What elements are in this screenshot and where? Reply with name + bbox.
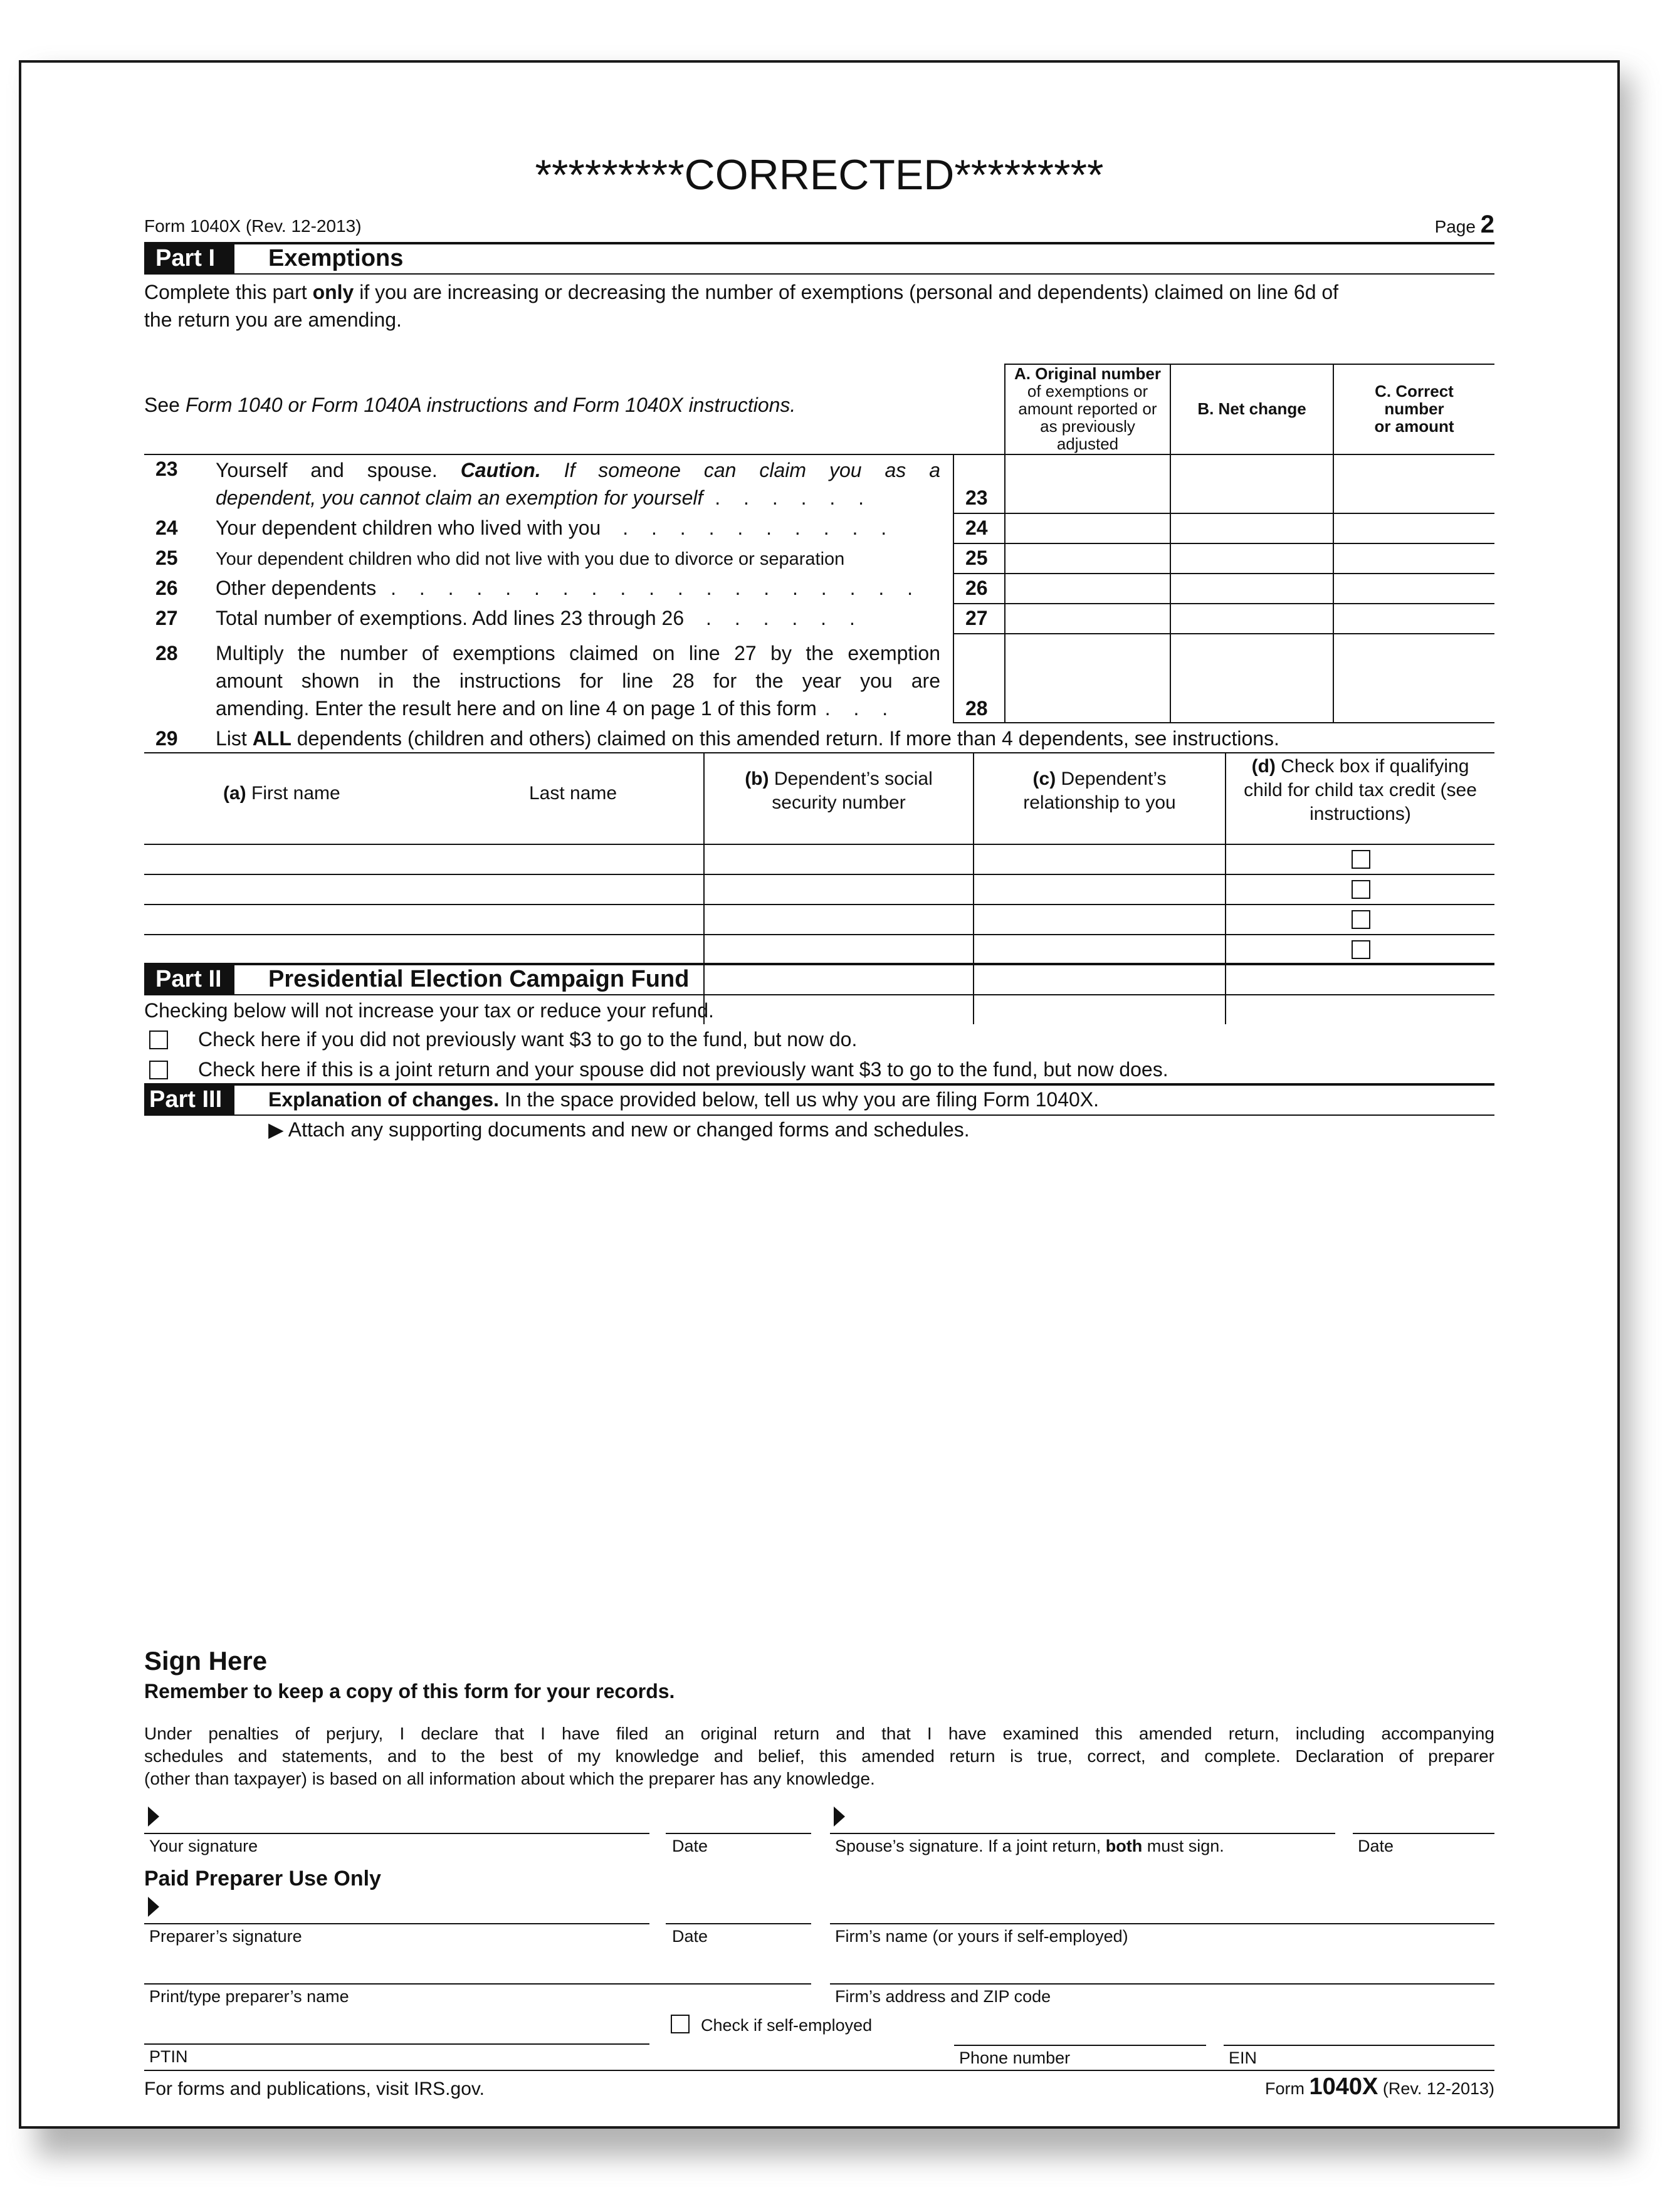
line28-dots: . . . [824,697,897,720]
col-c-h1: C. Correct [1375,382,1454,401]
line23-col-a[interactable] [1005,455,1170,513]
firm-address-label: Firm’s address and ZIP code [835,1987,1051,2006]
see-text: See [144,394,186,416]
line25-col-a[interactable] [1005,544,1170,573]
campaign-fund-checkbox-1[interactable] [149,1030,168,1049]
col-c-header [1334,382,1494,435]
footer-form-num: 1040X [1309,2074,1378,2100]
line29-text [216,725,1279,752]
spouse-signature-label [835,1837,1224,1856]
dep-ssn-c: security number [772,792,906,813]
line23-num: 23 [155,458,178,480]
ein-line [1224,2045,1494,2046]
line25-num: 25 [155,547,178,569]
line29-num: 29 [155,727,178,750]
dep-first-b: First name [246,783,340,804]
firm-address-line [830,1983,1494,1985]
dep-chk-c: child for child tax credit (see [1244,780,1477,800]
page-num: 2 [1480,211,1494,238]
preparer-date-field[interactable] [666,1892,811,1923]
dep-first-a: (a) [223,783,246,804]
dep-row2-checkbox[interactable] [1352,880,1370,899]
line26-num: 26 [155,577,178,599]
preparer-signature-label: Preparer’s signature [149,1927,302,1946]
firm-name-line [830,1923,1494,1924]
spouse-signature-field[interactable] [830,1800,1335,1833]
spouse-date-line [1353,1833,1494,1834]
dep-rel-a: (c) [1032,768,1056,789]
dep-row2-name[interactable] [144,875,703,904]
dep-chk-b: Check box if qualifying [1275,756,1469,777]
line26-col-a[interactable] [1005,574,1170,603]
line26-col-c[interactable] [1334,574,1494,603]
line28-box: 28 [965,697,988,720]
line28-num: 28 [155,642,178,664]
line29-a: List [216,727,253,750]
line23-text2-i: dependent, you cannot claim an exemption for yourself [216,486,703,509]
dep-chk-a: (d) [1251,756,1276,777]
footer-form: Form [1265,2079,1310,2098]
print-name-label: Print/type preparer’s name [149,1987,349,2006]
your-signature-field[interactable] [144,1800,649,1833]
part2-title: Presidential Election Campaign Fund [268,966,690,992]
intro-text: Complete this part [144,281,313,303]
line23-col-b[interactable] [1171,455,1333,513]
box-num-left [953,454,954,722]
line24-label: Your dependent children who lived with you [216,517,601,539]
dep-last-name-header: Last name [529,783,617,804]
campaign-fund-checkbox-2[interactable] [149,1061,168,1079]
dep-row1-checkbox[interactable] [1352,850,1370,869]
penalty-line2: schedules and statements, and to the best of my knowledge and belief, this amended return is true, correct, and complete. Declaration of preparer [144,1746,1494,1766]
part1-title-rule [144,273,1494,275]
line23-text1a: Yourself and spouse. [216,459,461,481]
preparer-signature-field[interactable] [144,1892,649,1923]
line23-col-c[interactable] [1334,455,1494,513]
paid-preparer-title: Paid Preparer Use Only [144,1867,381,1890]
ein-label: EIN [1229,2048,1257,2067]
line24-col-b[interactable] [1171,514,1333,543]
page-number [1435,211,1494,239]
your-date-label: Date [672,1837,708,1855]
line23-text1c: If someone can claim you as a [540,459,940,481]
col-a-h2: of exemptions or [1027,382,1148,401]
line28-col-a[interactable] [1005,634,1170,722]
line27-col-c[interactable] [1334,604,1494,633]
intro-text-rest: if you are increasing or decreasing the number of exemptions (personal and dependents) claimed on line 6d of [354,281,1339,303]
line27-box: 27 [965,607,988,629]
col-c-h3: or amount [1374,417,1454,436]
dep-table-top-rule [144,752,1494,753]
sign-reminder: Remember to keep a copy of this form for your records. [144,1680,675,1702]
line27-col-a[interactable] [1005,604,1170,633]
line27-label: Total number of exemptions. Add lines 23 through 26 [216,607,685,629]
part2-option1: Check here if you did not previously want $3 to go to the fund, but now do. [198,1028,858,1051]
part3-tag: Part III [144,1084,234,1114]
part2-title-rule [144,994,1494,995]
dep-row2-rel[interactable] [974,875,1225,904]
line26-label: Other dependents [216,577,377,599]
ptin-field[interactable] [144,2013,649,2043]
dep-row1-rel[interactable] [974,845,1225,874]
line28-col-b[interactable] [1171,634,1333,722]
line28-text3 [216,695,896,722]
spouse-c: must sign. [1142,1837,1224,1855]
dep-row4-name[interactable] [144,935,703,964]
line27-num: 27 [155,607,178,629]
footer-right [1265,2074,1494,2100]
spouse-date-field[interactable] [1353,1800,1494,1833]
form-page [19,60,1620,2129]
part2-option2: Check here if this is a joint return and your spouse did not previously want $3 to go to the fund, but now does. [198,1058,1168,1081]
self-employed-label: Check if self-employed [701,2016,873,2035]
dep-rel-c: relationship to you [1023,792,1176,813]
line24-dots: . . . . . . . . . . [622,517,896,539]
dep-row4-rel[interactable] [974,935,1225,964]
col-a-h5: adjusted [1056,434,1119,453]
firm-address-field[interactable] [830,1953,1494,1983]
spouse-both: both [1105,1837,1143,1855]
line25-col-b[interactable] [1171,544,1333,573]
part3-title [268,1086,1099,1113]
line24-col-a[interactable] [1005,514,1170,543]
col-a-h1: A. Original number [1014,364,1162,383]
dep-ssn-a: (b) [745,768,769,789]
form-content [144,63,1494,2126]
dep-qualify-header [1226,755,1494,826]
print-name-field[interactable] [144,1953,811,1983]
line28-text2: amount shown in the instructions for line 28 for the year you are [216,669,940,692]
dep-row2-ssn[interactable] [705,875,973,904]
your-date-field[interactable] [666,1800,811,1833]
firm-name-label: Firm’s name (or yours if self-employed) [835,1927,1128,1946]
footer-rev: (Rev. 12-2013) [1378,2079,1494,2098]
dep-row1-name[interactable] [144,845,703,874]
spouse-a: Spouse’s signature. If a joint return, [835,1837,1106,1855]
line29-all: ALL [252,727,291,750]
part2-note: Checking below will not increase your tax or reduce your refund. [144,999,714,1022]
your-signature-line [144,1833,649,1834]
line27-text [216,604,864,632]
line24-col-c[interactable] [1334,514,1494,543]
line26-dots: . . . . . . . . . . . . . . . . . . . [391,577,922,599]
ptin-line [144,2043,649,2045]
see-forms: Form 1040 or Form 1040A instructions and Form 1040X instructions. [185,394,796,416]
intro-only: only [312,281,354,303]
self-employed-checkbox[interactable] [671,2015,690,2033]
line28-text1: Multiply the number of exemptions claimed on line 27 by the exemption [216,642,940,664]
preparer-date-line [666,1923,811,1924]
line28-bottom-rule [953,722,1494,723]
dep-rel-header [974,767,1225,815]
your-date-line [666,1833,811,1834]
dep-row4-checkbox[interactable] [1352,940,1370,959]
dep-row3-checkbox[interactable] [1352,910,1370,929]
dep-rel-b: Dependent’s [1056,768,1167,789]
dep-row4-ssn[interactable] [705,935,973,964]
line27-col-b[interactable] [1171,604,1333,633]
line26-box: 26 [965,577,988,599]
spouse-date-label: Date [1358,1837,1394,1855]
ein-field[interactable] [1224,2013,1494,2045]
line26-col-b[interactable] [1171,574,1333,603]
dep-ssn-b: Dependent’s social [769,768,933,789]
dep-row3-rel[interactable] [974,905,1225,934]
print-name-line [144,1983,811,1985]
line29-c: dependents (children and others) claimed on this amended return. If more than 4 dependents, see instructions. [291,727,1279,750]
footer-rule [144,2070,1494,2071]
col-c-h2: number [1384,399,1444,418]
part1-intro-line2: the return you are amending. [144,308,402,331]
line24-text [216,514,895,542]
dep-chk-d: instructions) [1310,804,1411,824]
line24-box: 24 [965,517,988,539]
line25-col-c[interactable] [1334,544,1494,573]
dep-row1-ssn[interactable] [705,845,973,874]
line24-num: 24 [155,517,178,539]
line23-text2 [216,484,873,511]
dep-first-name-header [223,783,340,804]
line23-box: 23 [965,486,988,509]
your-signature-label: Your signature [149,1837,258,1855]
part3-title-bold: Explanation of changes. [268,1088,500,1111]
part2-tag: Part II [144,964,234,994]
ptin-label: PTIN [149,2047,188,2066]
line25-text: Your dependent children who did not live with you due to divorce or separation [216,549,845,569]
penalty-line3: (other than taxpayer) is based on all information about which the preparer has any knowledge. [144,1769,875,1788]
part3-attach: ▶ Attach any supporting documents and new or changed forms and schedules. [268,1118,970,1141]
phone-line [954,2045,1206,2046]
spouse-signature-line [830,1833,1335,1834]
col-a-header [1005,365,1170,453]
see-instructions [144,391,795,419]
dep-row3-name[interactable] [144,905,703,934]
preparer-date-label: Date [672,1927,708,1946]
line25-box: 25 [965,547,988,569]
line26-text [216,574,921,602]
penalty-line1: Under penalties of perjury, I declare that I have filed an original return and that I have examined this amended return, including accompanying [144,1724,1494,1743]
form-revision: Form 1040X (Rev. 12-2013) [144,216,362,236]
line23-caution: Caution. [460,459,541,481]
part3-title-rest: In the space provided below, tell us why you are filing Form 1040X. [499,1088,1100,1111]
page-label: Page [1434,217,1476,236]
line23-text1 [216,456,940,484]
dep-row3-ssn[interactable] [705,905,973,934]
part1-tag: Part I [144,243,234,273]
sign-here-title: Sign Here [144,1646,268,1675]
part1-title: Exemptions [268,245,404,271]
footer-left: For forms and publications, visit IRS.gov. [144,2079,485,2099]
corrected-banner: *********CORRECTED********* [535,151,1104,199]
col-a-h4: as previously [1040,417,1135,436]
firm-name-field[interactable] [830,1892,1494,1923]
part1-intro-line1 [144,278,1338,306]
col-a-h3: amount reported or [1018,399,1157,418]
explanation-textarea[interactable] [144,1147,1494,1630]
line27-dots: . . . . . . [706,607,864,629]
phone-field[interactable] [954,2013,1206,2045]
dep-ssn-header [705,767,973,815]
line28-label: amending. Enter the result here and on line 4 on page 1 of this form [216,697,817,720]
phone-label: Phone number [959,2048,1071,2067]
preparer-signature-line [144,1923,649,1924]
col-b-header: B. Net change [1197,399,1306,418]
line23-dots: . . . . . . [715,486,873,509]
line28-col-c[interactable] [1334,634,1494,722]
